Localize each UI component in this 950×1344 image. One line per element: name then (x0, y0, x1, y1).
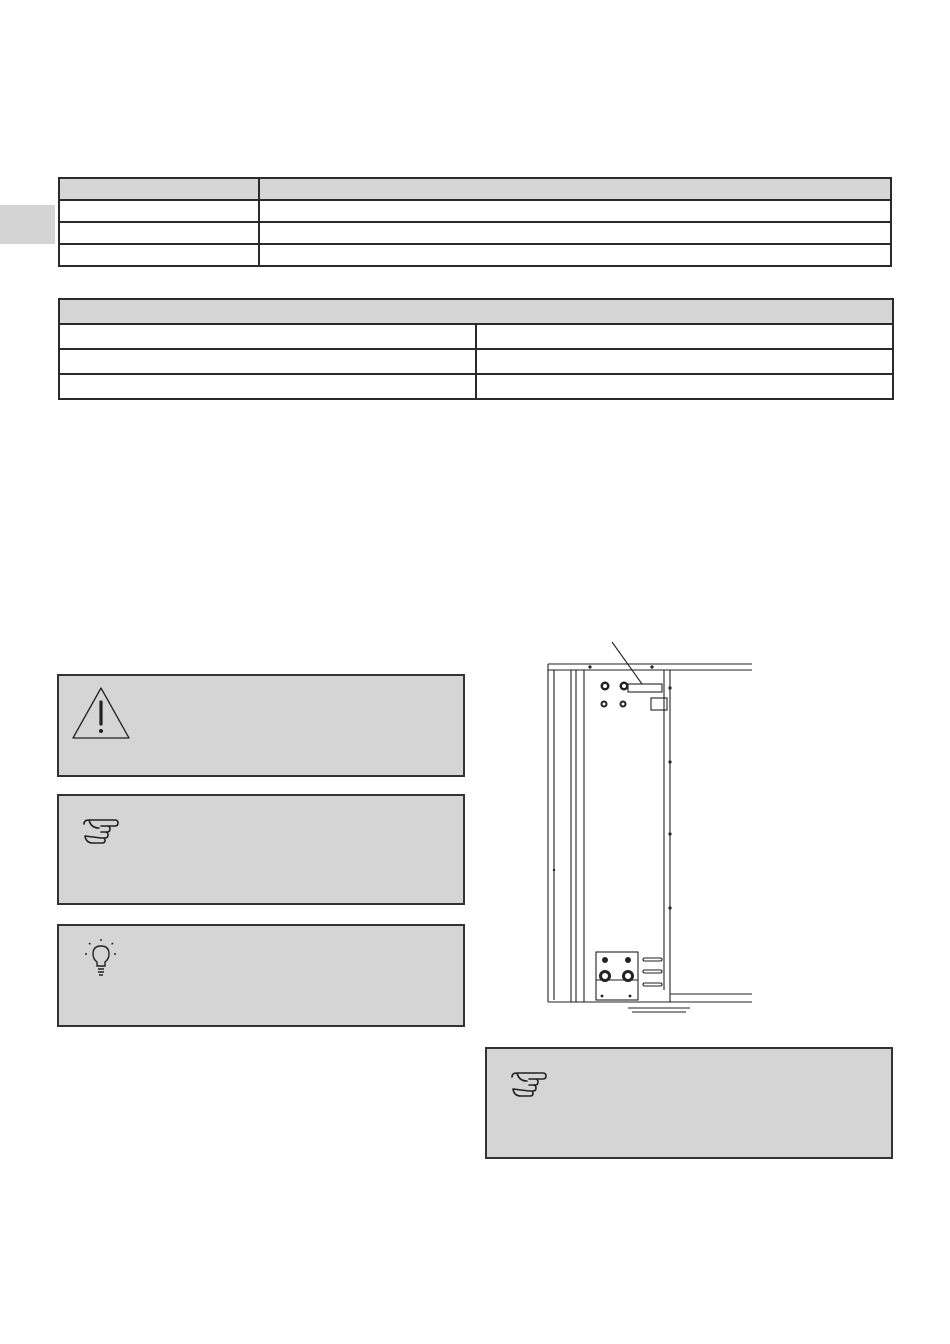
pointing-hand-icon (81, 814, 121, 849)
table-cell (59, 349, 476, 374)
table-row (59, 374, 893, 399)
note-box (57, 794, 465, 905)
spec-table-2 (58, 298, 894, 400)
table-header-cell (259, 178, 891, 200)
table-cell (59, 244, 259, 266)
table-cell (259, 222, 891, 244)
warning-triangle-icon (69, 684, 133, 745)
table-header-row (59, 299, 893, 324)
caution-box (57, 674, 465, 777)
table-cell (476, 349, 893, 374)
table-cell (59, 222, 259, 244)
lightbulb-icon (83, 938, 119, 981)
chapter-side-tab (0, 205, 55, 244)
table-cell (259, 244, 891, 266)
table-cell (259, 200, 891, 222)
table-cell (59, 324, 476, 349)
note-box (485, 1047, 893, 1159)
pointing-hand-icon (509, 1067, 549, 1102)
table-cell (59, 374, 476, 399)
table-cell (59, 200, 259, 222)
table-header-cell (59, 299, 893, 324)
table-header-row (59, 178, 891, 200)
table-header-cell (59, 178, 259, 200)
table-row (59, 222, 891, 244)
table-row (59, 244, 891, 266)
table-cell (476, 374, 893, 399)
table-row (59, 200, 891, 222)
unit-side-view-drawing (540, 640, 760, 1020)
table-row (59, 349, 893, 374)
tip-box (57, 924, 465, 1027)
table-cell (476, 324, 893, 349)
table-row (59, 324, 893, 349)
spec-table-1 (58, 177, 892, 267)
